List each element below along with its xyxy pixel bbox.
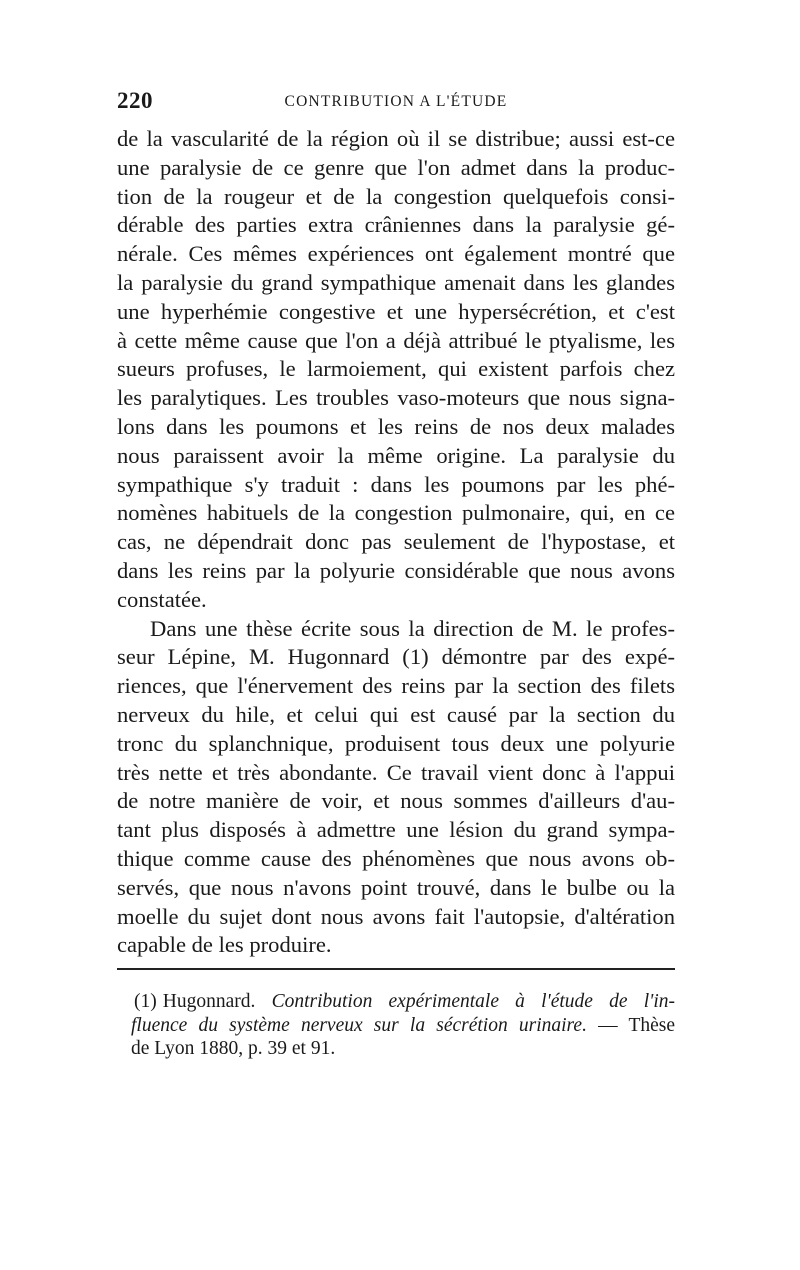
text-line: lons dans les poumons et les reins de nos deux malades — [117, 413, 675, 439]
text-line: une paralysie de ce genre que l'on admet dans la produc- — [117, 154, 675, 180]
text-line: tronc du splanchnique, produisent tous deux une polyurie — [117, 730, 675, 756]
text-line: nomènes habituels de la congestion pulmonaire, qui, en ce — [117, 500, 675, 526]
page-header — [117, 88, 675, 124]
text-line: cas, ne dépendrait donc pas seulement de l'hypostase, et — [117, 529, 675, 555]
text-line: la paralysie du grand sympathique amenait dans les glandes — [117, 269, 675, 295]
text-line: sympathique s'y traduit : dans les poumons par les phé- — [117, 471, 675, 497]
text-line: moelle du sujet dont nous avons fait l'autopsie, d'altération — [117, 903, 675, 929]
text-line: seur Lépine, M. Hugonnard (1) démontre par des expé- — [117, 644, 675, 670]
text-line: nous paraissent avoir la même origine. La paralysie du — [117, 442, 675, 468]
text-line: très nette et très abondante. Ce travail vient donc à l'appui — [117, 759, 675, 785]
footnote-line — [131, 1014, 675, 1038]
footnote — [131, 990, 676, 1061]
text-line: tion de la rougeur et de la congestion quelquefois consi- — [117, 183, 675, 209]
text-line: une hyperhémie congestive et une hypersécrétion, et c'est — [117, 298, 675, 324]
text-line: nérale. Ces mêmes expériences ont également montré que — [117, 241, 675, 267]
text-line: sueurs profuses, le larmoiement, qui existent parfois chez — [117, 356, 675, 382]
footnote-title-part2: fluence du système nerveux sur la sécrétion urinaire. — [131, 1014, 587, 1036]
text-line: dérable des parties extra crâniennes dans la paralysie gé- — [117, 212, 675, 238]
footnote-author: Hugonnard. — [162, 991, 256, 1012]
body-text — [117, 125, 675, 960]
text-line: constatée. — [117, 586, 207, 612]
text-line: Dans une thèse écrite sous la direction de M. le profes- — [150, 615, 675, 641]
paragraph-2 — [117, 615, 675, 961]
footnote-tail: — Thèse — [598, 1014, 675, 1036]
text-line: riences, que l'énervement des reins par la section des filets — [117, 673, 675, 699]
page-number: 220 — [117, 88, 153, 113]
paragraph-1 — [117, 125, 675, 615]
text-line: à cette même cause que l'on a déjà attribué le ptyalisme, les — [117, 327, 675, 353]
text-line: de notre manière de voir, et nous sommes d'ailleurs d'au- — [117, 788, 675, 814]
text-line: capable de les produire. — [117, 932, 332, 958]
footnote-marker: (1) — [134, 991, 157, 1012]
text-line: de la vascularité de la région où il se distribue; aussi est-ce — [117, 126, 675, 151]
text-line: les paralytiques. Les troubles vaso-moteurs que nous signa- — [117, 385, 675, 411]
footnote-line: de Lyon 1880, p. 39 et 91. — [131, 1038, 336, 1059]
footnote-title-part1: Contribution expérimentale à l'étude de l'in- — [271, 991, 676, 1012]
running-head: CONTRIBUTION A L'ÉTUDE — [284, 93, 508, 110]
text-line: tant plus disposés à admettre une lésion du grand sympa- — [117, 817, 675, 843]
text-line: thique comme cause des phénomènes que nous avons ob- — [117, 845, 675, 871]
text-line: nerveux du hile, et celui qui est causé par la section du — [117, 701, 675, 727]
text-line: servés, que nous n'avons point trouvé, dans le bulbe ou la — [117, 874, 675, 900]
text-line: dans les reins par la polyurie considérable que nous avons — [117, 557, 675, 583]
footnote-line — [134, 990, 675, 1014]
footnote-separator — [117, 968, 675, 970]
